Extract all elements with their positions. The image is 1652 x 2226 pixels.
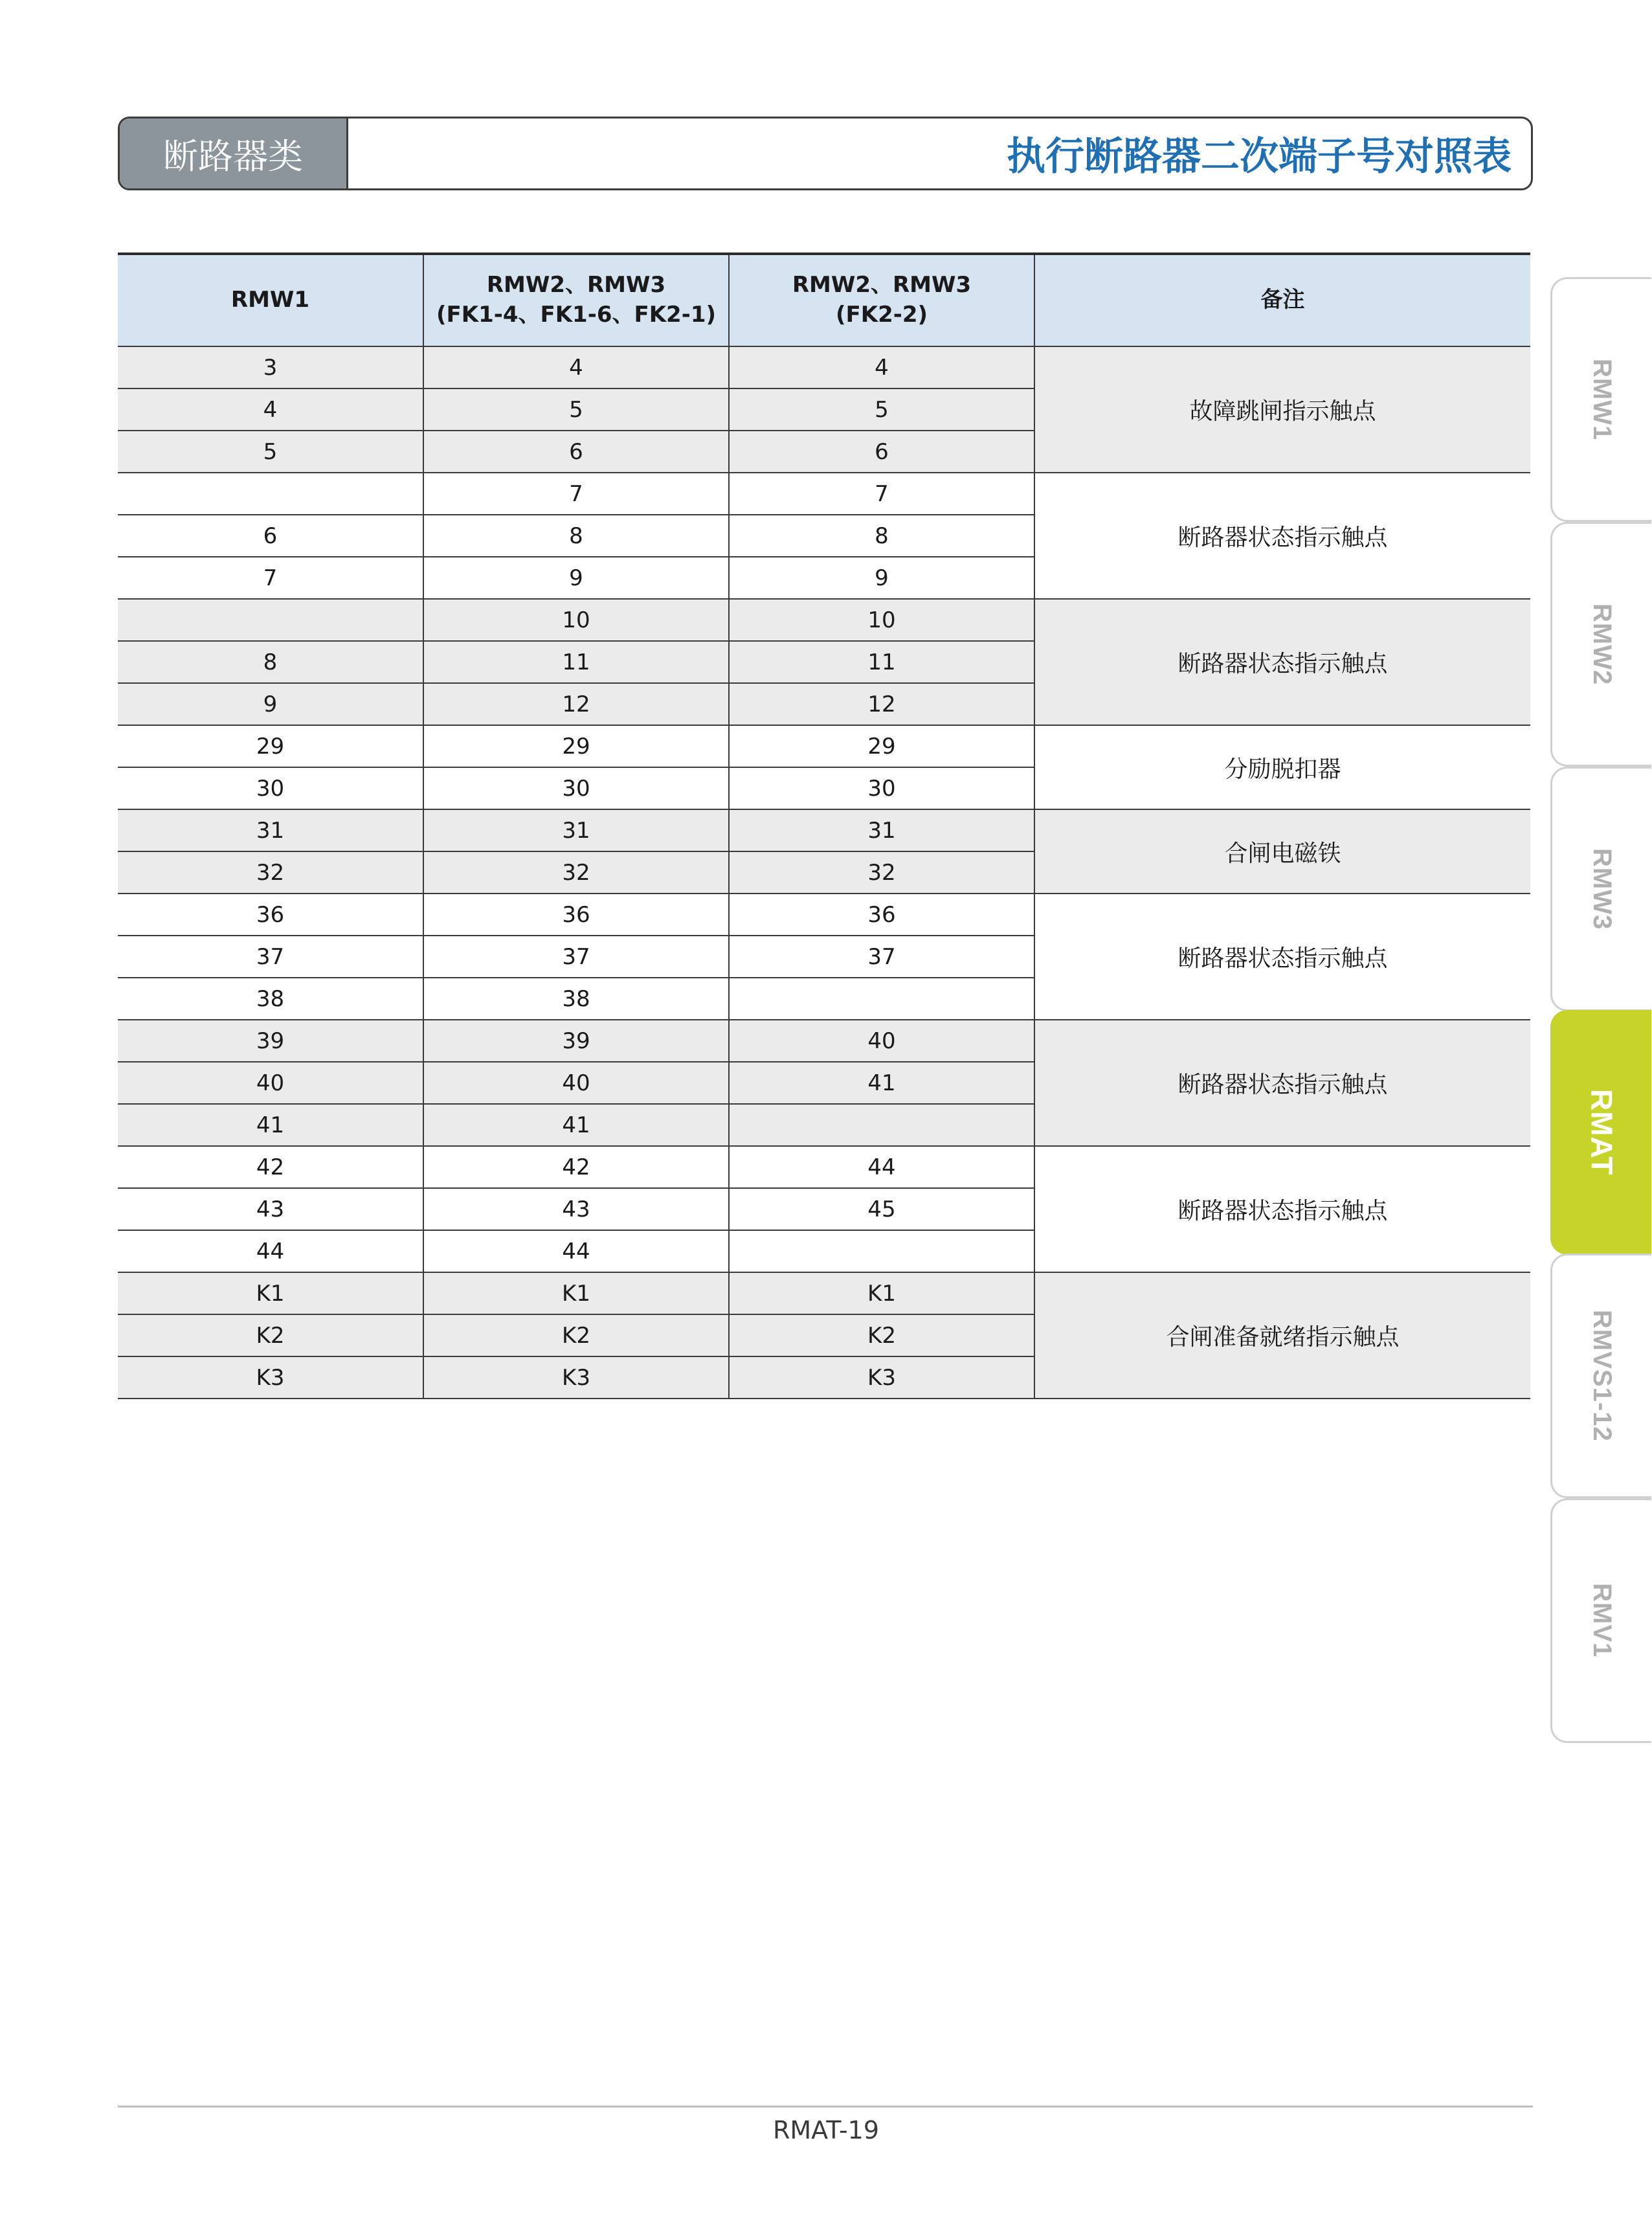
- table-cell: 42: [423, 1146, 729, 1188]
- table-cell: [118, 473, 423, 515]
- table-cell: K2: [118, 1314, 423, 1356]
- table-cell: K1: [118, 1272, 423, 1314]
- table-cell: 9: [118, 683, 423, 725]
- table-cell: 30: [729, 767, 1034, 809]
- side-tab-rmw2[interactable]: [1550, 522, 1651, 767]
- table-cell: 30: [118, 767, 423, 809]
- table-cell: 11: [729, 641, 1034, 683]
- table-cell: 4: [423, 346, 729, 388]
- table-cell: 31: [118, 809, 423, 851]
- table-cell: 37: [118, 936, 423, 978]
- table-cell: 10: [729, 599, 1034, 641]
- table-cell: 31: [729, 809, 1034, 851]
- terminal-table: [118, 253, 1530, 1399]
- category-label: 断路器类: [120, 118, 348, 188]
- table-cell: 6: [729, 431, 1034, 473]
- table-cell: K3: [729, 1356, 1034, 1399]
- table-cell: 9: [423, 557, 729, 599]
- table-row: [118, 346, 1530, 388]
- table-cell: 38: [118, 978, 423, 1020]
- table-cell: 44: [118, 1230, 423, 1272]
- side-tab-label: RMW3: [1588, 848, 1616, 930]
- table-cell: 3: [118, 346, 423, 388]
- table-row: [118, 1146, 1530, 1188]
- side-tab-rmat[interactable]: [1550, 1010, 1651, 1255]
- table-cell: 29: [423, 725, 729, 767]
- table-cell: 30: [423, 767, 729, 809]
- table-cell: 45: [729, 1188, 1034, 1230]
- table-cell: 7: [729, 473, 1034, 515]
- table-cell: 4: [729, 346, 1034, 388]
- table-row: [118, 599, 1530, 641]
- table-cell: 7: [118, 557, 423, 599]
- table-cell: 9: [729, 557, 1034, 599]
- side-tab-label: RMW1: [1588, 358, 1616, 441]
- header-rmw1: RMW1: [118, 254, 423, 346]
- table-cell: 40: [423, 1062, 729, 1104]
- note-cell: 故障跳闸指示触点: [1034, 346, 1530, 473]
- table-cell: [729, 978, 1034, 1020]
- note-cell: 合闸电磁铁: [1034, 809, 1530, 894]
- table-cell: 41: [118, 1104, 423, 1146]
- header-rmw23-fk1: RMW2、RMW3 (FK1-4、FK1-6、FK2-1): [423, 254, 729, 346]
- table-header-row: [118, 254, 1530, 346]
- note-cell: 断路器状态指示触点: [1034, 599, 1530, 725]
- table-cell: 8: [729, 515, 1034, 557]
- side-tab-label: RMAT: [1585, 1089, 1619, 1176]
- side-tab-label: RMV1: [1588, 1583, 1616, 1658]
- table-cell: K2: [729, 1314, 1034, 1356]
- table-cell: [729, 1104, 1034, 1146]
- side-tab-rmw3[interactable]: [1550, 767, 1651, 1011]
- table-cell: 40: [118, 1062, 423, 1104]
- table-row: [118, 809, 1530, 851]
- table-cell: 11: [423, 641, 729, 683]
- table-cell: 31: [423, 809, 729, 851]
- table-cell: 5: [423, 388, 729, 431]
- table-cell: 38: [423, 978, 729, 1020]
- table-cell: 12: [729, 683, 1034, 725]
- table-cell: [729, 1230, 1034, 1272]
- header-rmw23-fk2: RMW2、RMW3 (FK2-2): [729, 254, 1034, 346]
- side-tab-rmw1[interactable]: [1550, 277, 1651, 522]
- section-header: [118, 117, 1533, 190]
- page-title: 执行断路器二次端子号对照表: [1007, 134, 1512, 179]
- table-row: [118, 1020, 1530, 1062]
- table-row: [118, 473, 1530, 515]
- table-cell: 43: [423, 1188, 729, 1230]
- side-tab-rmvs1-12[interactable]: [1550, 1254, 1651, 1498]
- note-cell: 断路器状态指示触点: [1034, 1146, 1530, 1272]
- table-cell: 32: [423, 851, 729, 894]
- note-cell: 断路器状态指示触点: [1034, 1020, 1530, 1146]
- table-cell: 29: [729, 725, 1034, 767]
- table-cell: 7: [423, 473, 729, 515]
- table-row: [118, 894, 1530, 936]
- side-tab-label: RMVS1-12: [1588, 1310, 1616, 1442]
- note-cell: 断路器状态指示触点: [1034, 473, 1530, 599]
- table-cell: K1: [423, 1272, 729, 1314]
- table-cell: 4: [118, 388, 423, 431]
- note-cell: 断路器状态指示触点: [1034, 894, 1530, 1020]
- table-row: [118, 1272, 1530, 1314]
- table-cell: 44: [423, 1230, 729, 1272]
- table-cell: K1: [729, 1272, 1034, 1314]
- table-cell: 39: [118, 1020, 423, 1062]
- header-notes: 备注: [1034, 254, 1530, 346]
- table-cell: 6: [423, 431, 729, 473]
- table-cell: 44: [729, 1146, 1034, 1188]
- table-cell: 37: [729, 936, 1034, 978]
- table-cell: 36: [423, 894, 729, 936]
- table-cell: 10: [423, 599, 729, 641]
- table-cell: 32: [729, 851, 1034, 894]
- table-cell: 37: [423, 936, 729, 978]
- page-number: RMAT-19: [772, 2116, 880, 2144]
- table-cell: 41: [423, 1104, 729, 1146]
- table-cell: 32: [118, 851, 423, 894]
- table-cell: K3: [118, 1356, 423, 1399]
- table-cell: 42: [118, 1146, 423, 1188]
- table-cell: 8: [118, 641, 423, 683]
- footer-divider: [118, 2106, 1533, 2108]
- table-cell: 29: [118, 725, 423, 767]
- note-cell: 分励脱扣器: [1034, 725, 1530, 809]
- table-cell: 12: [423, 683, 729, 725]
- note-cell: 合闸准备就绪指示触点: [1034, 1272, 1530, 1399]
- table-cell: 6: [118, 515, 423, 557]
- table-cell: 43: [118, 1188, 423, 1230]
- side-tab-rmv1[interactable]: [1550, 1498, 1651, 1743]
- table-cell: 36: [118, 894, 423, 936]
- table-cell: K3: [423, 1356, 729, 1399]
- table-cell: 36: [729, 894, 1034, 936]
- side-tab-label: RMW2: [1588, 603, 1616, 686]
- table-cell: 40: [729, 1020, 1034, 1062]
- table-cell: 41: [729, 1062, 1034, 1104]
- table-cell: 5: [118, 431, 423, 473]
- table-row: [118, 725, 1530, 767]
- table-cell: K2: [423, 1314, 729, 1356]
- table-cell: [118, 599, 423, 641]
- table-cell: 5: [729, 388, 1034, 431]
- table-cell: 8: [423, 515, 729, 557]
- table-cell: 39: [423, 1020, 729, 1062]
